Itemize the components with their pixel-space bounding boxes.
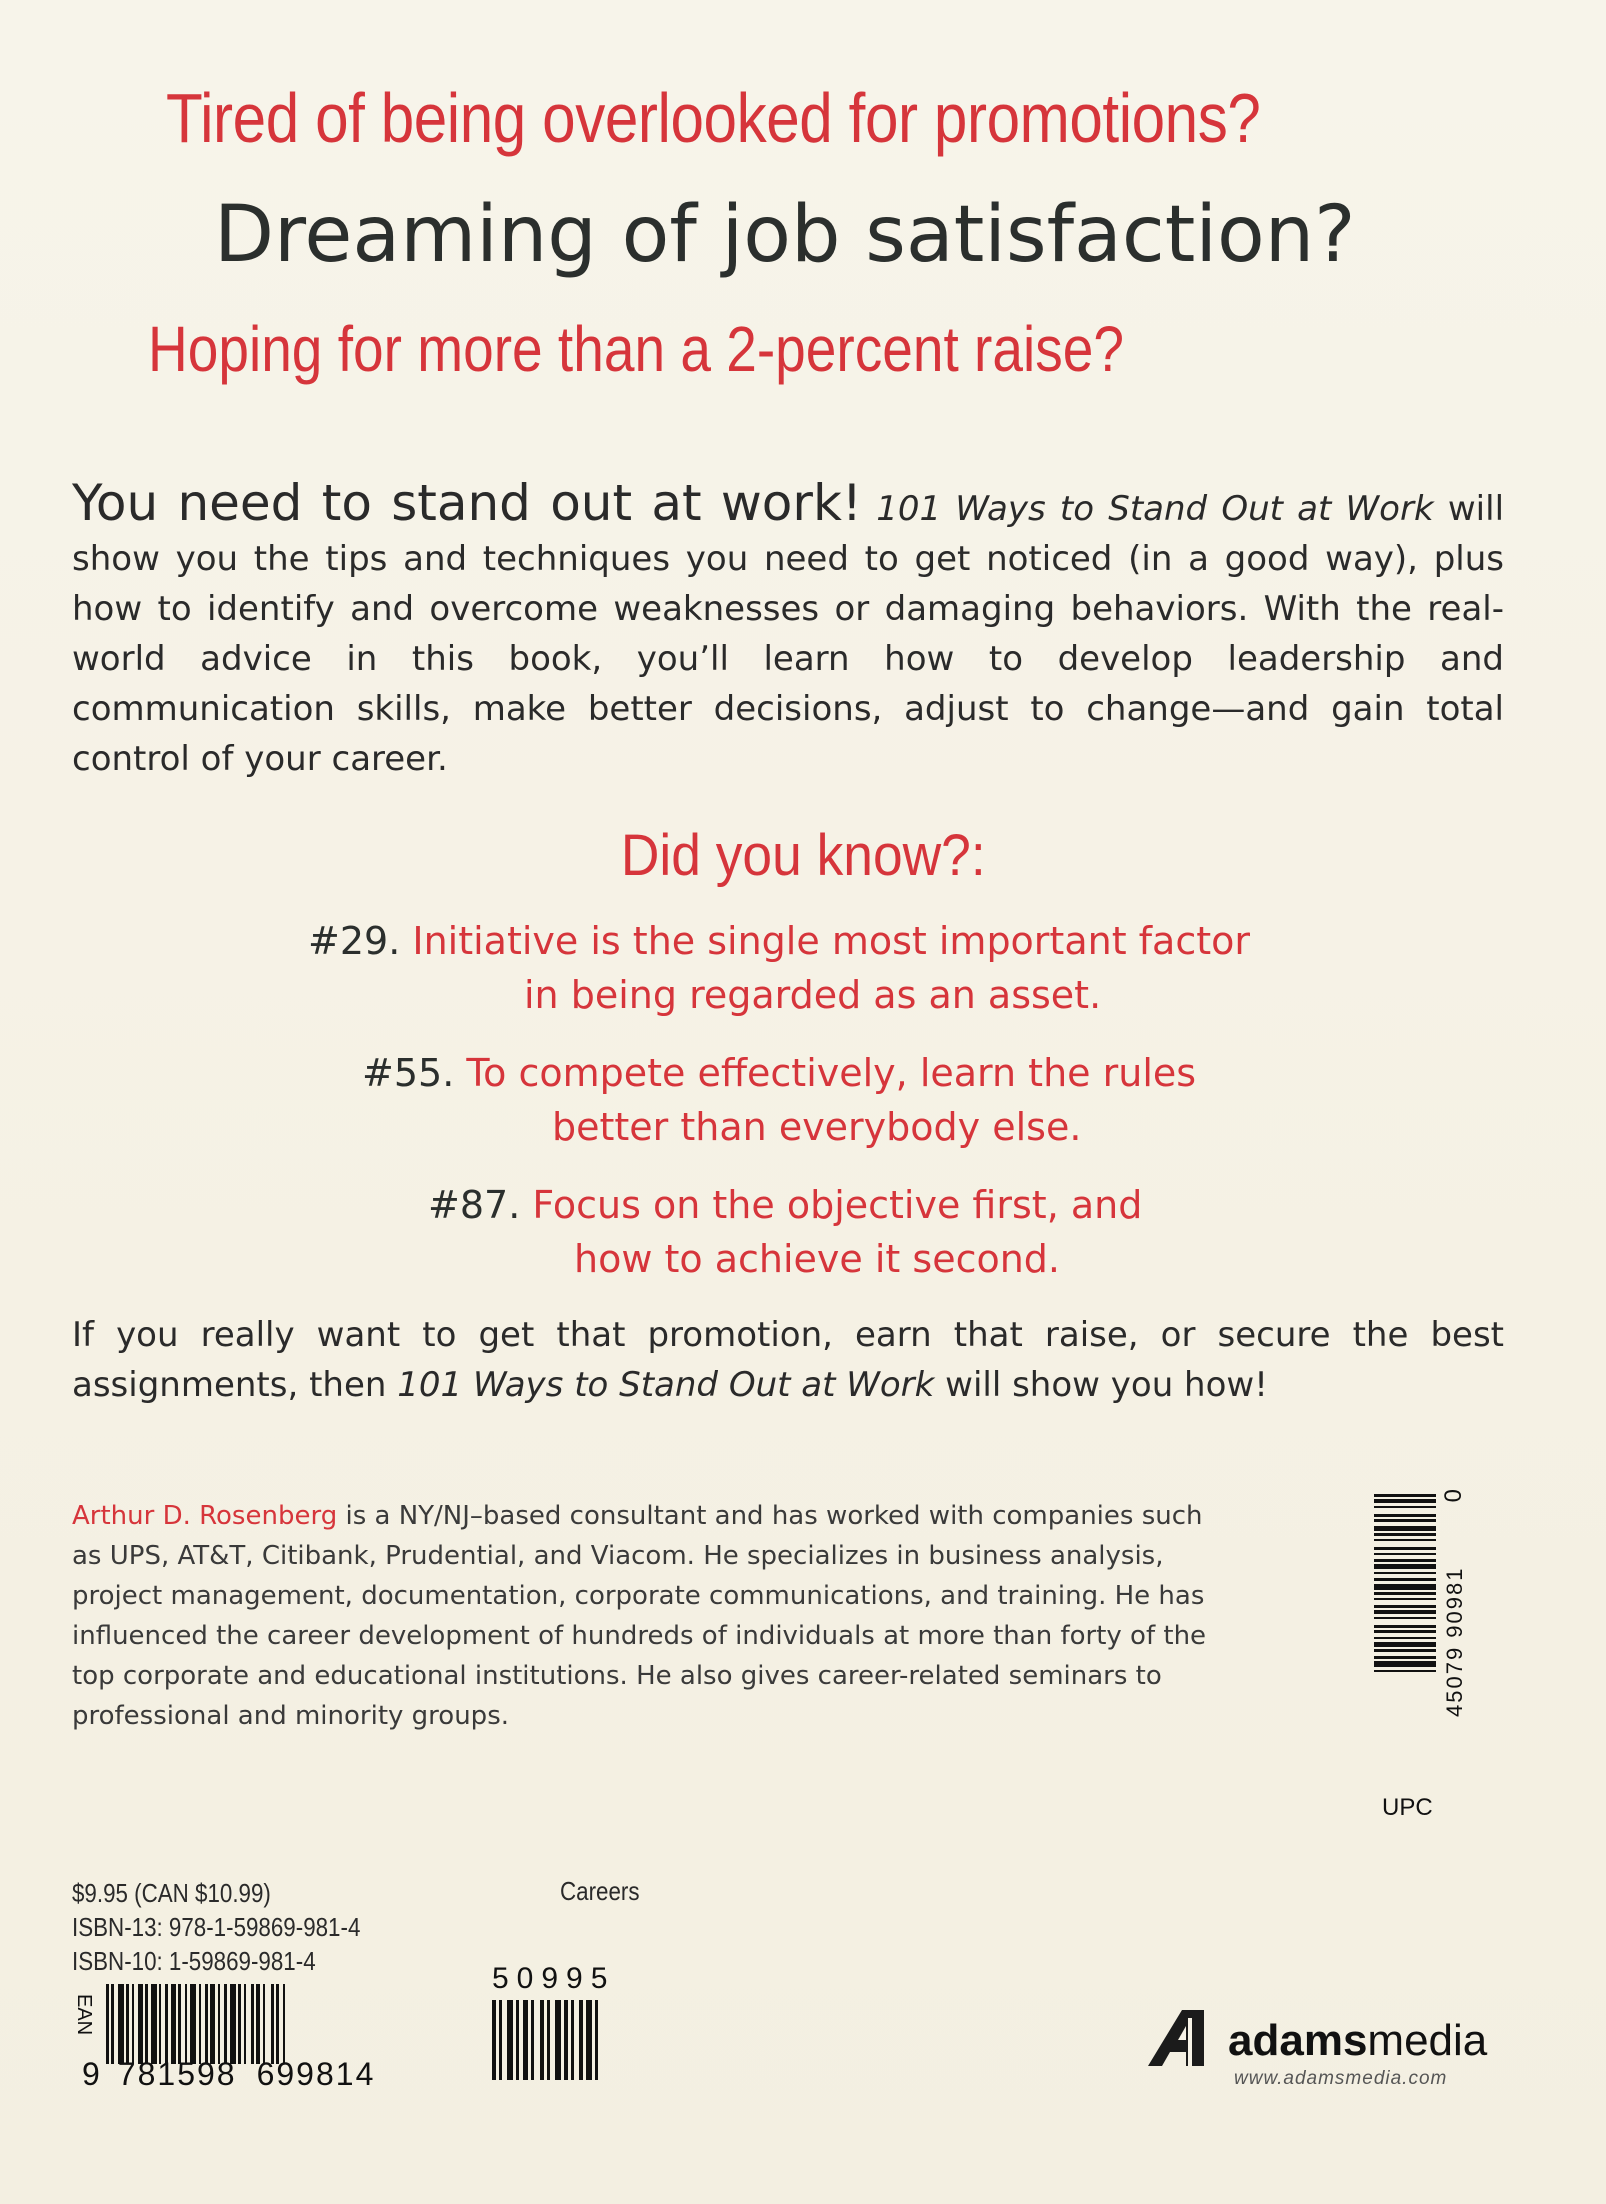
upc-digits: 0 (1440, 1486, 1467, 1503)
price-block (72, 1876, 360, 1978)
author-name: Arthur D. Rosenberg (72, 1501, 338, 1531)
upc-label: UPC (1382, 1794, 1433, 1821)
tip-text: Focus on the objective first, and (532, 1183, 1143, 1227)
barcode-bar (1374, 1670, 1436, 1672)
headline-promotions: Tired of being overlooked for promotions? (166, 79, 1261, 157)
intro-body: will show you the tips and techniques you need to get noticed (in a good way), plus how to identify and overcome weaknesses or damaging behaviors. With the real-world advice in this book, you’ll learn how to develop leadership and communication skills, make better decisions, adjust to change—and gain total control of your career. (72, 489, 1505, 779)
did-you-know-heading: Did you know?: (620, 823, 986, 888)
tip-55 (362, 1046, 1196, 1100)
barcode-bar (598, 2000, 602, 2080)
tip-87 (428, 1178, 1142, 1232)
intro-lead: You need to stand out at work! (72, 474, 862, 532)
closing-paragraph: If you really want to get that promotion, earn that raise, or secure the best assignments, then 101 Ways to Stand Out at Work will show you how! (72, 1315, 1504, 1405)
author-bio-text: is a NY/NJ–based consultant and has worked with companies such as UPS, AT&T, Citibank, Prudential, and Viacom. He specializes in business analysis, project management, documentation, corporate communications, and training. He has influenced the career development of hundreds of individuals at more than forty of the top corporate and educational institutions. He also gives career-related seminars to professional and minority groups. (72, 1501, 1207, 1731)
publisher-url: www.adamsmedia.com (1234, 2068, 1448, 2089)
price: $9.95 (CAN $10.99) (72, 1878, 271, 1908)
tip-55-cont: better than everybody else. (552, 1105, 1082, 1149)
publisher-logo (1148, 2010, 1487, 2090)
tip-29-cont: in being regarded as an asset. (524, 973, 1102, 1017)
tip-number: #87. (428, 1183, 521, 1227)
tip-number: #29. (308, 919, 401, 963)
isbn-13: ISBN-13: 978-1-59869-981-4 (72, 1912, 361, 1942)
headline-job-satisfaction: Dreaming of job satisfaction? (214, 190, 1356, 280)
isbn-10: ISBN-10: 1-59869-981-4 (72, 1946, 316, 1976)
author-bio (72, 1496, 1224, 1736)
intro-paragraph (72, 474, 1505, 784)
ean-barcode (72, 1962, 652, 2094)
upc-bars (1374, 1494, 1436, 1794)
closing-book-title: 101 Ways to Stand Out at Work (397, 1365, 935, 1405)
ean-addon-bars (492, 2000, 638, 2080)
upc-number: 45079 90981 (1442, 1566, 1467, 1718)
tip-text: Initiative is the single most important factor (412, 919, 1251, 963)
barcode-bar (285, 1984, 288, 2064)
tip-87-cont: how to achieve it second. (574, 1237, 1061, 1281)
intro-book-title: 101 Ways to Stand Out at Work (876, 489, 1434, 529)
tip-29 (308, 914, 1250, 968)
ean-bars (106, 1984, 506, 2064)
category: Careers (560, 1876, 640, 1906)
publisher-name: adamsmedia (1228, 2016, 1488, 2065)
ean-label: EAN (73, 1994, 95, 2036)
tip-text: To compete effectively, learn the rules (466, 1051, 1197, 1095)
upc-barcode (1374, 1486, 1470, 1828)
ean-addon-digits: 50995 (492, 1962, 616, 1995)
adams-a-icon (1148, 2010, 1228, 2066)
headline-raise: Hoping for more than a 2-percent raise? (148, 313, 1124, 385)
ean-digits: 9 781598 699814 (82, 2056, 376, 2092)
tip-number: #55. (362, 1051, 455, 1095)
